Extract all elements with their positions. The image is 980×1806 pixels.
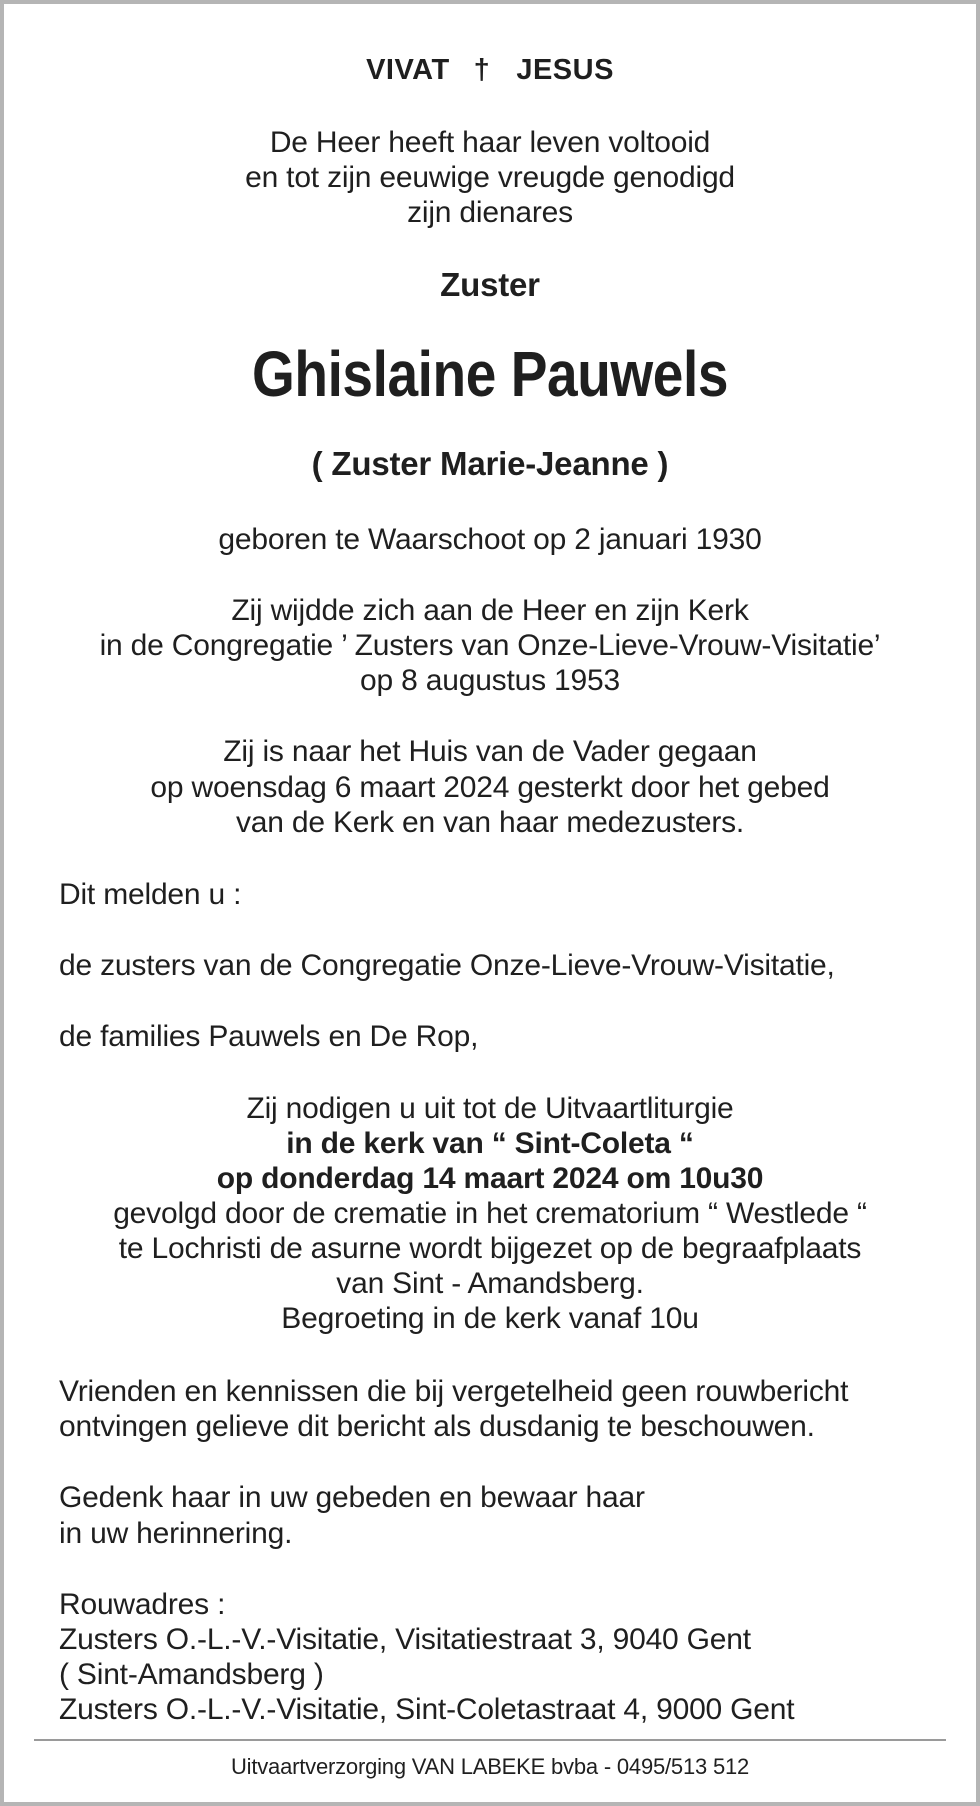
friends-line: Vrienden en kennissen die bij vergetelheid geen rouwbericht <box>59 1375 849 1408</box>
announcer-line: de zusters van de Congregatie Onze-Lieve-Vrouw-Visitatie, <box>59 949 835 982</box>
friends-line: ontvingen gelieve dit bericht als dusdanig te beschouwen. <box>59 1410 815 1443</box>
header <box>0 52 980 88</box>
birth-line: geboren te Waarschoot op 2 januari 1930 <box>218 523 762 556</box>
address-line: Zusters O.-L.-V.-Visitatie, Visitatiestraat 3, 9040 Gent <box>59 1623 751 1656</box>
announcer-line: de families Pauwels en De Rop, <box>59 1020 479 1053</box>
funeral-detail: te Lochristi de asurne wordt bijgezet op de begraafplaats <box>118 1232 862 1265</box>
funeral-datetime: op donderdag 14 maart 2024 om 10u30 <box>216 1162 764 1195</box>
cross-icon: † <box>473 54 491 86</box>
consecration-line: Zij wijdde zich aan de Heer en zijn Kerk <box>231 594 749 627</box>
death-line: van de Kerk en van haar medezusters. <box>235 806 745 839</box>
funeral-detail: gevolgd door de crematie in het crematorium “ Westlede “ <box>113 1197 867 1230</box>
funeral-detail: Begroeting in de kerk vanaf 10u <box>281 1302 699 1335</box>
title: Zuster <box>440 266 540 303</box>
footer-credit: Uitvaartverzorging VAN LABEKE bvba - 0495/513 512 <box>230 1754 750 1779</box>
funeral-invite: Zij nodigen u uit tot de Uitvaartliturgie <box>246 1092 734 1125</box>
consecration-line: op 8 augustus 1953 <box>360 664 620 697</box>
header-jesus: JESUS <box>516 54 614 86</box>
funeral-church: in de kerk van “ Sint-Coleta “ <box>286 1127 694 1160</box>
death-line: Zij is naar het Huis van de Vader gegaan <box>223 735 757 768</box>
header-vivat: VIVAT <box>366 54 450 86</box>
consecration-line: in de Congregatie ’ Zusters van Onze-Lieve-Vrouw-Visitatie’ <box>99 629 881 662</box>
remember-line: Gedenk haar in uw gebeden en bewaar haar <box>59 1481 645 1514</box>
remember-line: in uw herinnering. <box>59 1517 293 1550</box>
religious-name: ( Zuster Marie-Jeanne ) <box>311 445 669 482</box>
announce-line: Dit melden u : <box>59 878 242 911</box>
address-label: Rouwadres : <box>59 1588 226 1621</box>
address-line: ( Sint-Amandsberg ) <box>59 1658 324 1691</box>
funeral-detail: van Sint - Amandsberg. <box>336 1267 644 1300</box>
death-line: op woensdag 6 maart 2024 gesterkt door het gebed <box>150 771 830 804</box>
intro-line: De Heer heeft haar leven voltooid <box>269 126 711 159</box>
address-line: Zusters O.-L.-V.-Visitatie, Sint-Coletastraat 4, 9000 Gent <box>59 1693 795 1726</box>
deceased-name: Ghislaine Pauwels <box>251 338 729 410</box>
intro-line: en tot zijn eeuwige vreugde genodigd <box>245 161 735 194</box>
intro-line: zijn dienares <box>407 196 573 229</box>
footer-divider <box>34 1739 946 1741</box>
